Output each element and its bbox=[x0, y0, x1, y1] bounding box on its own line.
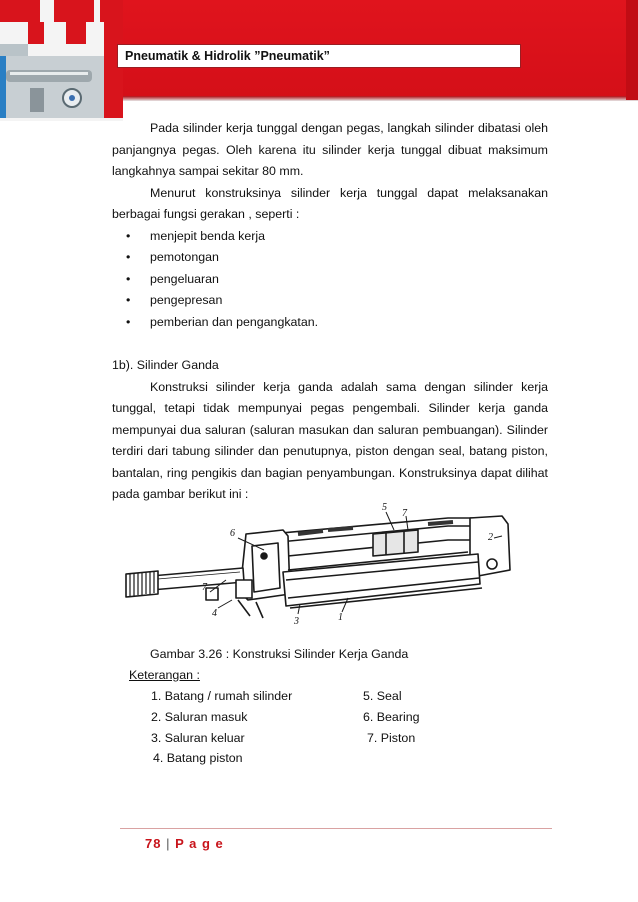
function-list bbox=[112, 226, 548, 334]
callout-5: 5 bbox=[382, 502, 387, 513]
list-item: • pengepresan bbox=[112, 290, 548, 312]
callout-4: 4 bbox=[212, 608, 217, 619]
legend-item: 7. Piston bbox=[367, 731, 416, 745]
paragraph-1: Pada silinder kerja tunggal dengan pegas, langkah silinder dibatasi oleh panjangnya pegas. Oleh karena itu silinder kerja tunggal dibuat maksimum langkahnya sampai sekitar 80 mm. bbox=[112, 121, 548, 178]
page-number bbox=[145, 836, 224, 851]
callout-7: 7 bbox=[402, 508, 407, 519]
bullet-icon: • bbox=[126, 314, 131, 329]
cylinder-figure bbox=[118, 496, 518, 636]
page-number-separator: | bbox=[166, 836, 171, 851]
page-label: P a g e bbox=[175, 836, 224, 851]
page-content bbox=[112, 118, 548, 506]
callout-7b: 7 bbox=[202, 582, 207, 593]
callout-3: 3 bbox=[294, 616, 299, 627]
bullet-icon: • bbox=[126, 293, 131, 307]
paragraph-3: Konstruksi silinder kerja ganda adalah sama dengan silinder kerja tunggal, tetapi tidak mempunyai pegas pengembali. Silinder kerja ganda mempunyai dua saluran (saluran masukan dan saluran pembuangan). Silinder terdiri dari tabung silinder dan penutupnya, piston dengan seal, batang piston, bantalan, ring pengikis dan bagian penyambungan. Konstruksinya dapat dilihat pada gambar berikut ini : bbox=[112, 379, 548, 501]
section-title: 1b). Silinder Ganda bbox=[112, 358, 219, 372]
callout-1: 1 bbox=[338, 612, 343, 623]
callout-6: 6 bbox=[230, 528, 235, 539]
paragraph-2: Menurut konstruksinya silinder kerja tunggal dapat melaksanakan berbagai fungsi gerakan , seperti : bbox=[112, 185, 548, 221]
legend-item: 6. Bearing bbox=[363, 710, 420, 724]
page-number-value: 78 bbox=[145, 836, 162, 851]
header-logo-photo bbox=[0, 0, 123, 121]
header-corner-accent bbox=[626, 0, 638, 100]
bullet-icon: • bbox=[126, 250, 131, 264]
header-title: Pneumatik & Hidrolik ”Pneumatik” bbox=[125, 49, 330, 63]
bullet-icon: • bbox=[126, 271, 131, 286]
legend-title: Keterangan : bbox=[129, 668, 200, 682]
list-item: • pemotongan bbox=[112, 247, 548, 269]
legend-item: 5. Seal bbox=[363, 689, 402, 703]
pneumatic-equipment-photo-icon bbox=[0, 0, 123, 121]
list-item: • pengeluaran bbox=[112, 269, 548, 291]
figure-caption: Gambar 3.26 : Konstruksi Silinder Kerja Ganda bbox=[150, 647, 409, 661]
footer-divider bbox=[120, 828, 552, 829]
bullet-icon: • bbox=[126, 228, 131, 243]
double-acting-cylinder-diagram bbox=[118, 496, 518, 636]
list-item: • menjepit benda kerja bbox=[112, 226, 548, 248]
callout-2: 2 bbox=[488, 532, 493, 543]
legend-item: 1. Batang / rumah silinder bbox=[151, 689, 293, 703]
legend-item: 4. Batang piston bbox=[153, 751, 243, 765]
header-title-bar bbox=[117, 44, 521, 68]
legend-item: 2. Saluran masuk bbox=[151, 710, 248, 724]
legend-item: 3. Saluran keluar bbox=[151, 731, 245, 745]
list-item: • pemberian dan pengangkatan. bbox=[112, 312, 548, 334]
